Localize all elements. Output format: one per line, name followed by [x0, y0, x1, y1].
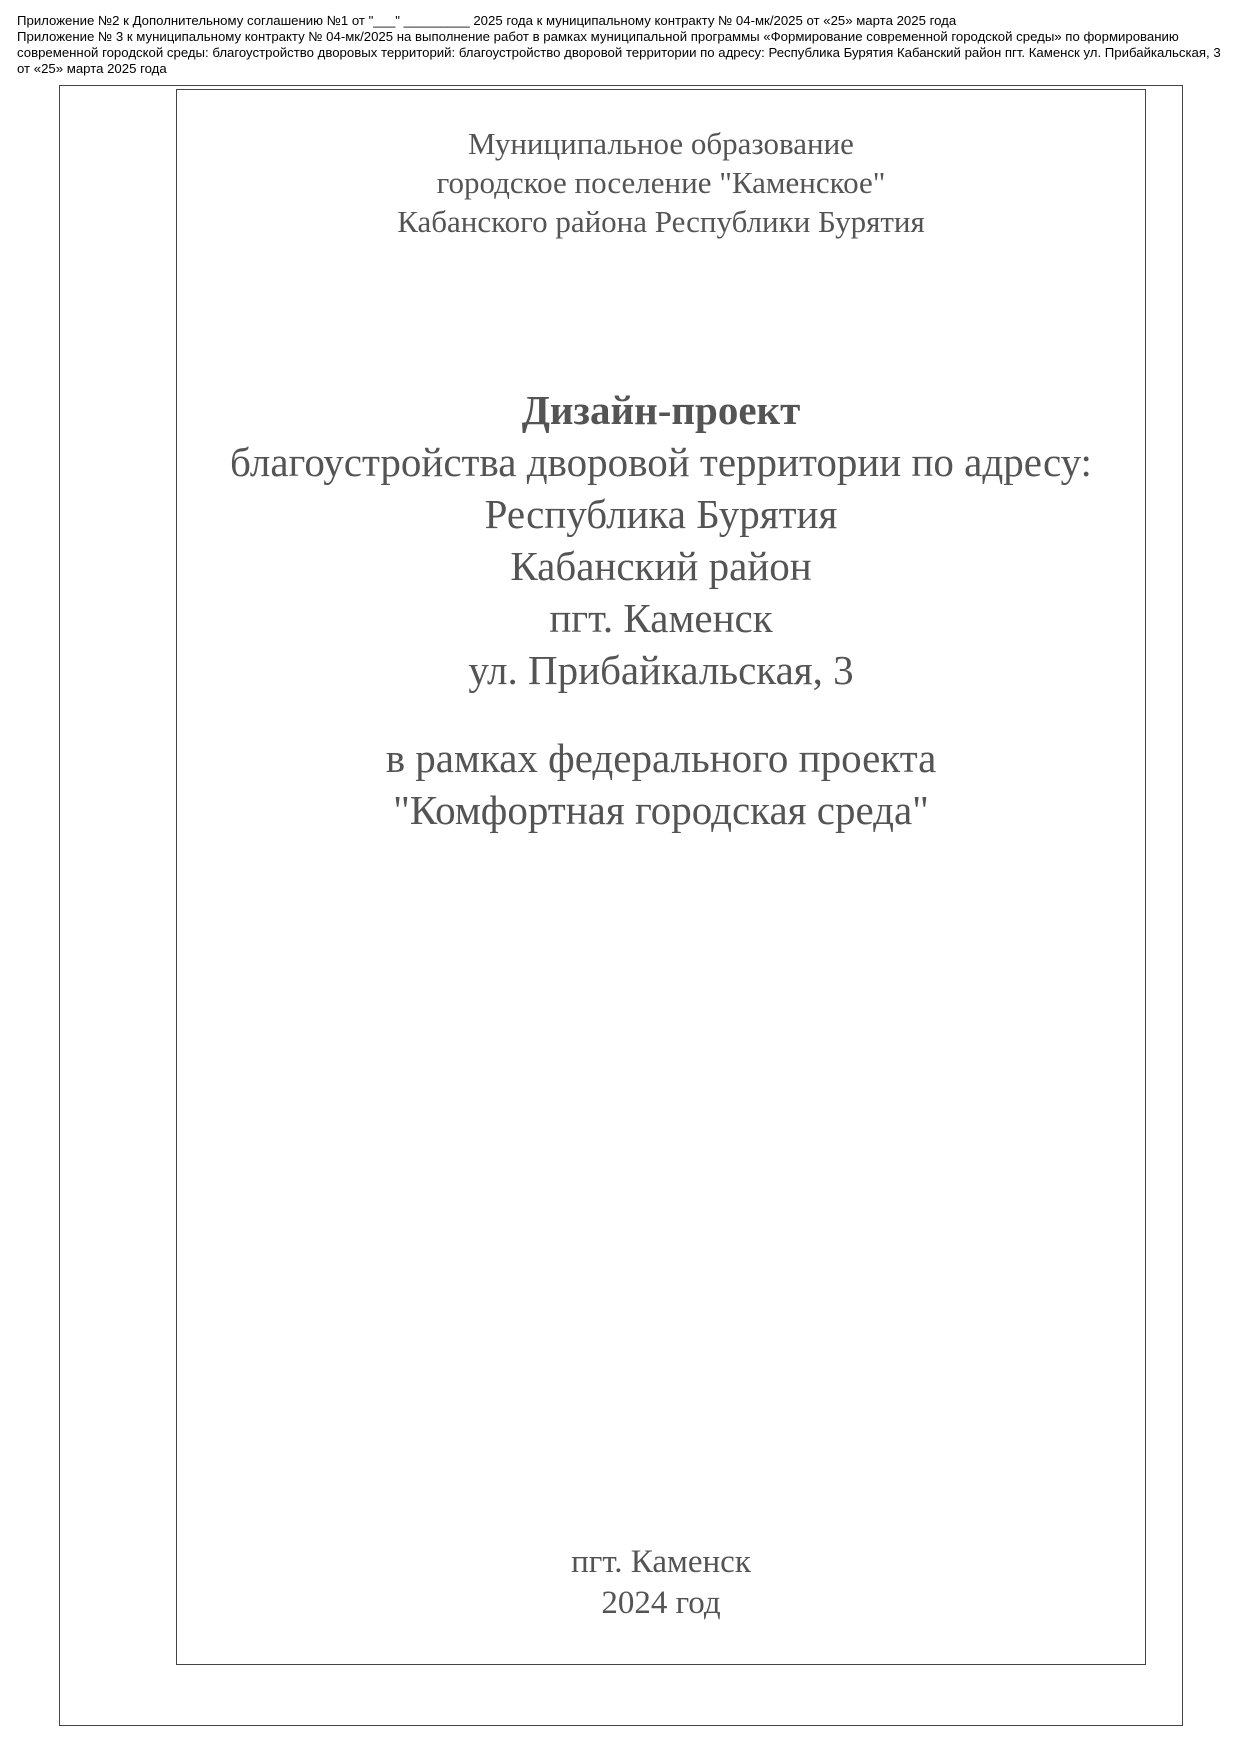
program-block: [176, 732, 1146, 836]
organization-block: [176, 124, 1146, 241]
program-line-1: в рамках федерального проекта: [385, 735, 937, 781]
footer-year: 2024 год: [601, 1585, 721, 1621]
title-line-region: Республика Бурятия: [484, 491, 838, 537]
title-line-district: Кабанский район: [510, 543, 812, 589]
document-title: Дизайн-проект: [521, 387, 801, 433]
organization-line-2: городское поселение "Каменское": [436, 165, 886, 200]
organization-line-3: Кабанского района Республики Бурятия: [397, 204, 925, 239]
title-block: [176, 384, 1146, 696]
title-line-street: ул. Прибайкальская, 3: [468, 647, 854, 693]
inner-page-frame: [176, 89, 1146, 1665]
appendix-header-note: [17, 13, 1227, 77]
appendix-note-line-2: Приложение № 3 к муниципальному контракту № 04-мк/2025 на выполнение работ в рамках муниципальной программы «Формирование современной городской среды» по формированию современной городской среды: благоустройство дворовых территорий: благоустройство дворовой территории по адресу: Республика Бурятия Кабанский район пгт. Каменск ул. Прибайкальская, 3 от «25» марта 2025 года: [17, 29, 1221, 76]
title-line-settlement: пгт. Каменск: [549, 595, 773, 641]
appendix-note-line-1: Приложение №2 к Дополнительному соглашению №1 от "___" _________ 2025 года к муниципальному контракту № 04-мк/2025 от «25» марта 2025 года: [17, 13, 957, 28]
footer-block: [176, 1542, 1146, 1624]
program-line-2: "Комфортная городская среда": [393, 787, 929, 833]
organization-line-1: Муниципальное образование: [468, 126, 854, 161]
title-line-2: благоустройства дворовой территории по адресу:: [230, 439, 1092, 485]
footer-place: пгт. Каменск: [571, 1544, 751, 1580]
